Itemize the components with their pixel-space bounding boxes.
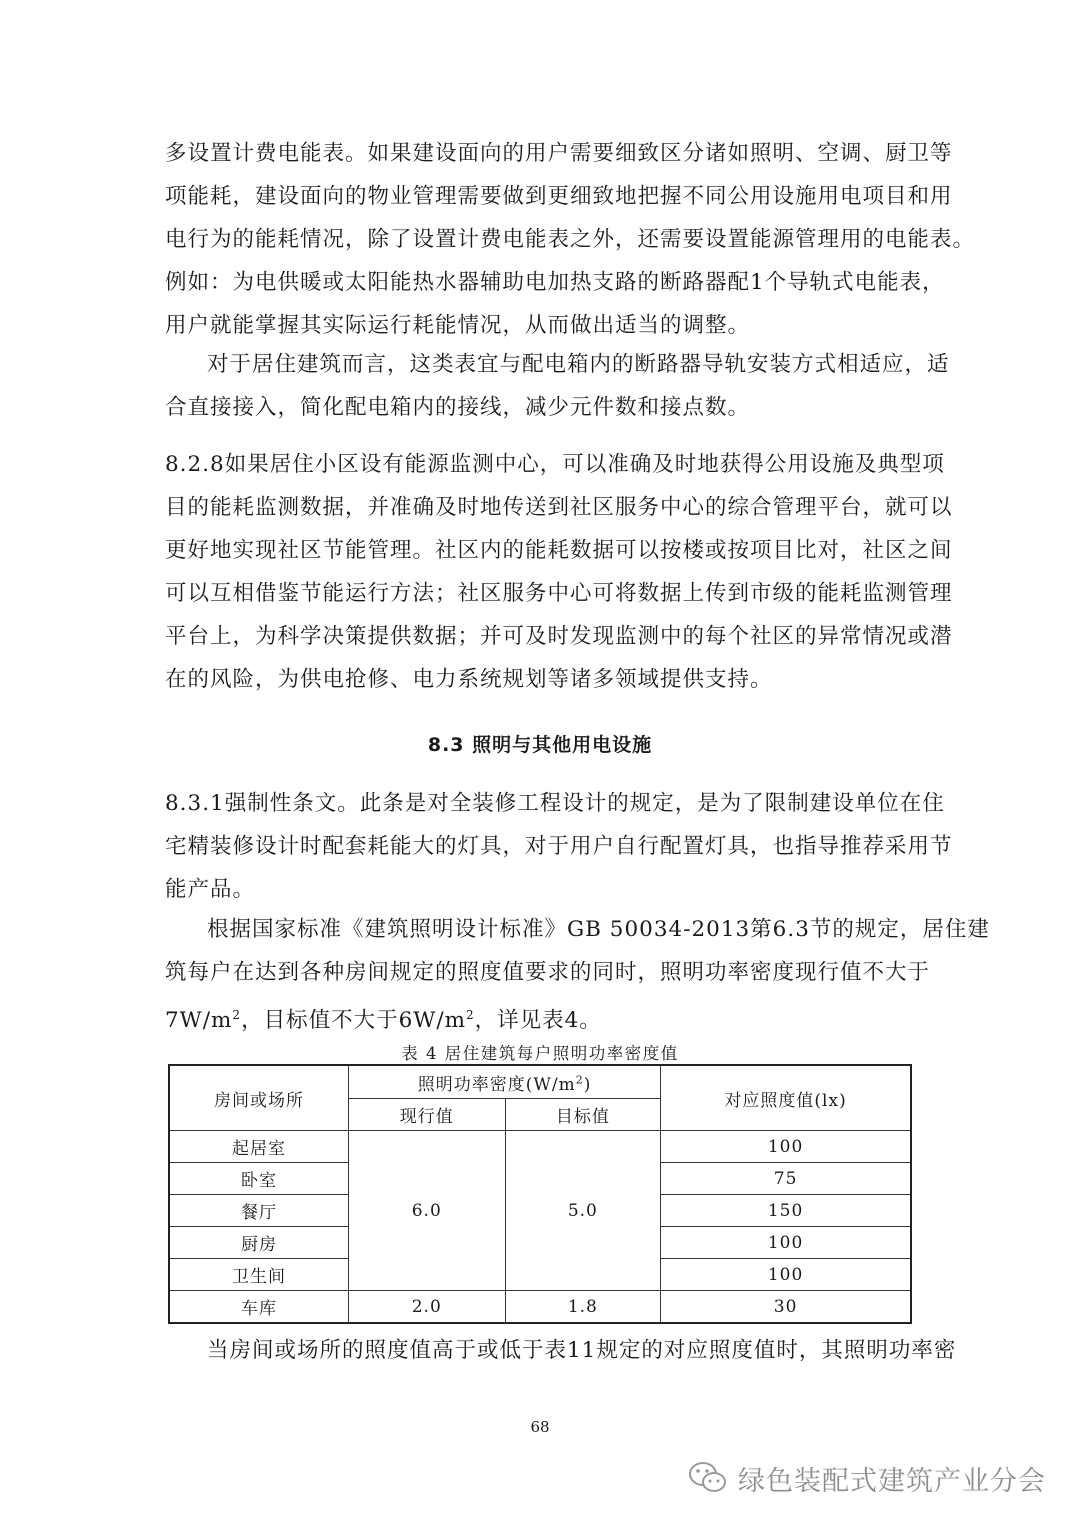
header-room: 房间或场所 (169, 1065, 348, 1131)
text-line: 当房间或场所的照度值高于或低于表11规定的对应照度值时，其照明功率密 (207, 1338, 957, 1363)
text-line: 宅精装修设计时配套耗能大的灯具，对于用户自行配置灯具，也指导推荐采用节 (165, 834, 953, 859)
cell-current: 2.0 (348, 1291, 505, 1324)
text-line: 对于居住建筑而言，这类表宜与配电箱内的断路器导轨安装方式相适应，适 (207, 352, 950, 377)
cell-room: 起居室 (169, 1131, 348, 1163)
text-line: 目的能耗监测数据，并准确及时地传送到社区服务中心的综合管理平台，就可以 (165, 495, 953, 520)
cell-lux: 150 (661, 1195, 911, 1227)
cell-lux: 100 (661, 1131, 911, 1163)
cell-room: 厨房 (169, 1227, 348, 1259)
cell-target: 1.8 (505, 1291, 661, 1324)
text-line: 8.2.8如果居住小区设有能源监测中心，可以准确及时地获得公用设施及典型项 (165, 452, 945, 477)
header-lux: 对应照度值(lx) (661, 1065, 911, 1131)
paragraph-8-2-8 (165, 443, 953, 701)
table-caption: 表 4 居住建筑每户照明功率密度值 (401, 1044, 679, 1063)
text-line: 可以互相借鉴节能运行方法；社区服务中心可将数据上传到市级的能耗监测管理 (165, 581, 953, 606)
table-header-row (169, 1065, 911, 1099)
cell-room: 卫生间 (169, 1259, 348, 1291)
cell-room: 卧室 (169, 1163, 348, 1195)
paragraph-lpd-adjustment (165, 1329, 957, 1372)
paragraph-gb50034 (165, 908, 990, 1037)
table-row (169, 1291, 911, 1324)
text-line: 更好地实现社区节能管理。社区内的能耗数据可以按楼或按项目比对，社区之间 (165, 538, 953, 563)
section-heading-8-3: 8.3 照明与其他用电设施 (427, 734, 653, 756)
text-line: 能产品。 (165, 877, 256, 902)
cell-target-merged: 5.0 (505, 1131, 661, 1291)
watermark-text: 绿色装配式建筑产业分会 (738, 1465, 1046, 1497)
text-line: 用户就能掌握其实际运行耗能情况，从而做出适当的调整。 (165, 313, 751, 338)
text-line: 在的风险，为供电抢修、电力系统规划等诸多领域提供支持。 (165, 667, 773, 692)
header-target: 目标值 (505, 1099, 661, 1131)
lpd-target-text: ，目标值不大于6W/m (241, 1008, 466, 1034)
superscript: 2 (465, 1008, 475, 1022)
text-line: 电行为的能耗情况，除了设置计费电能表之外，还需要设置能源管理用的电能表。 (165, 227, 976, 252)
text-line: 平台上，为科学决策提供数据；并可及时发现监测中的每个社区的异常情况或潜 (165, 624, 953, 649)
cell-lux: 75 (661, 1163, 911, 1195)
lpd-current-text: 7W/m (165, 1008, 233, 1034)
watermark (688, 1458, 1046, 1498)
cell-lux: 30 (661, 1291, 911, 1324)
header-lpd-prefix: 照明功率密度(W/m (417, 1074, 576, 1095)
cell-lux: 100 (661, 1259, 911, 1291)
paragraph-residential-meters (165, 343, 950, 429)
cell-lux: 100 (661, 1227, 911, 1259)
page-number: 68 (530, 1418, 550, 1436)
text-line: 合直接接入，简化配电箱内的接线，减少元件数和接点数。 (165, 395, 751, 420)
superscript: 2 (575, 1072, 584, 1086)
header-current: 现行值 (348, 1099, 505, 1131)
text-line: 项能耗，建设面向的物业管理需要做到更细致地把握不同公用设施用电项目和用 (165, 184, 953, 209)
superscript: 2 (232, 1008, 242, 1022)
text-line: 例如：为电供暖或太阳能热水器辅助电加热支路的断路器配1个导轨式电能表， (165, 270, 945, 295)
wechat-icon (688, 1460, 728, 1496)
table-row (169, 1131, 911, 1163)
text-line: 多设置计费电能表。如果建设面向的用户需要细致区分诸如照明、空调、厨卫等 (165, 141, 953, 166)
paragraph-8-3-1 (165, 782, 953, 911)
paragraph-energy-meters (165, 132, 976, 347)
cell-room: 车库 (169, 1291, 348, 1324)
cell-room: 餐厅 (169, 1195, 348, 1227)
text-line: 筑每户在达到各种房间规定的照度值要求的同时，照明功率密度现行值不大于 (165, 960, 931, 985)
text-line: 根据国家标准《建筑照明设计标准》GB 50034-2013第6.3节的规定，居住建 (207, 917, 990, 942)
text-line-lpd-values (165, 994, 925, 1037)
header-lpd-suffix: ) (583, 1074, 592, 1095)
lighting-power-density-table (168, 1064, 912, 1324)
header-lpd (348, 1065, 660, 1099)
text-line: 8.3.1强制性条文。此条是对全装修工程设计的规定，是为了限制建设单位在住 (165, 791, 945, 816)
table-reference-text: ，详见表4。 (474, 1008, 602, 1034)
cell-current-merged: 6.0 (348, 1131, 505, 1291)
